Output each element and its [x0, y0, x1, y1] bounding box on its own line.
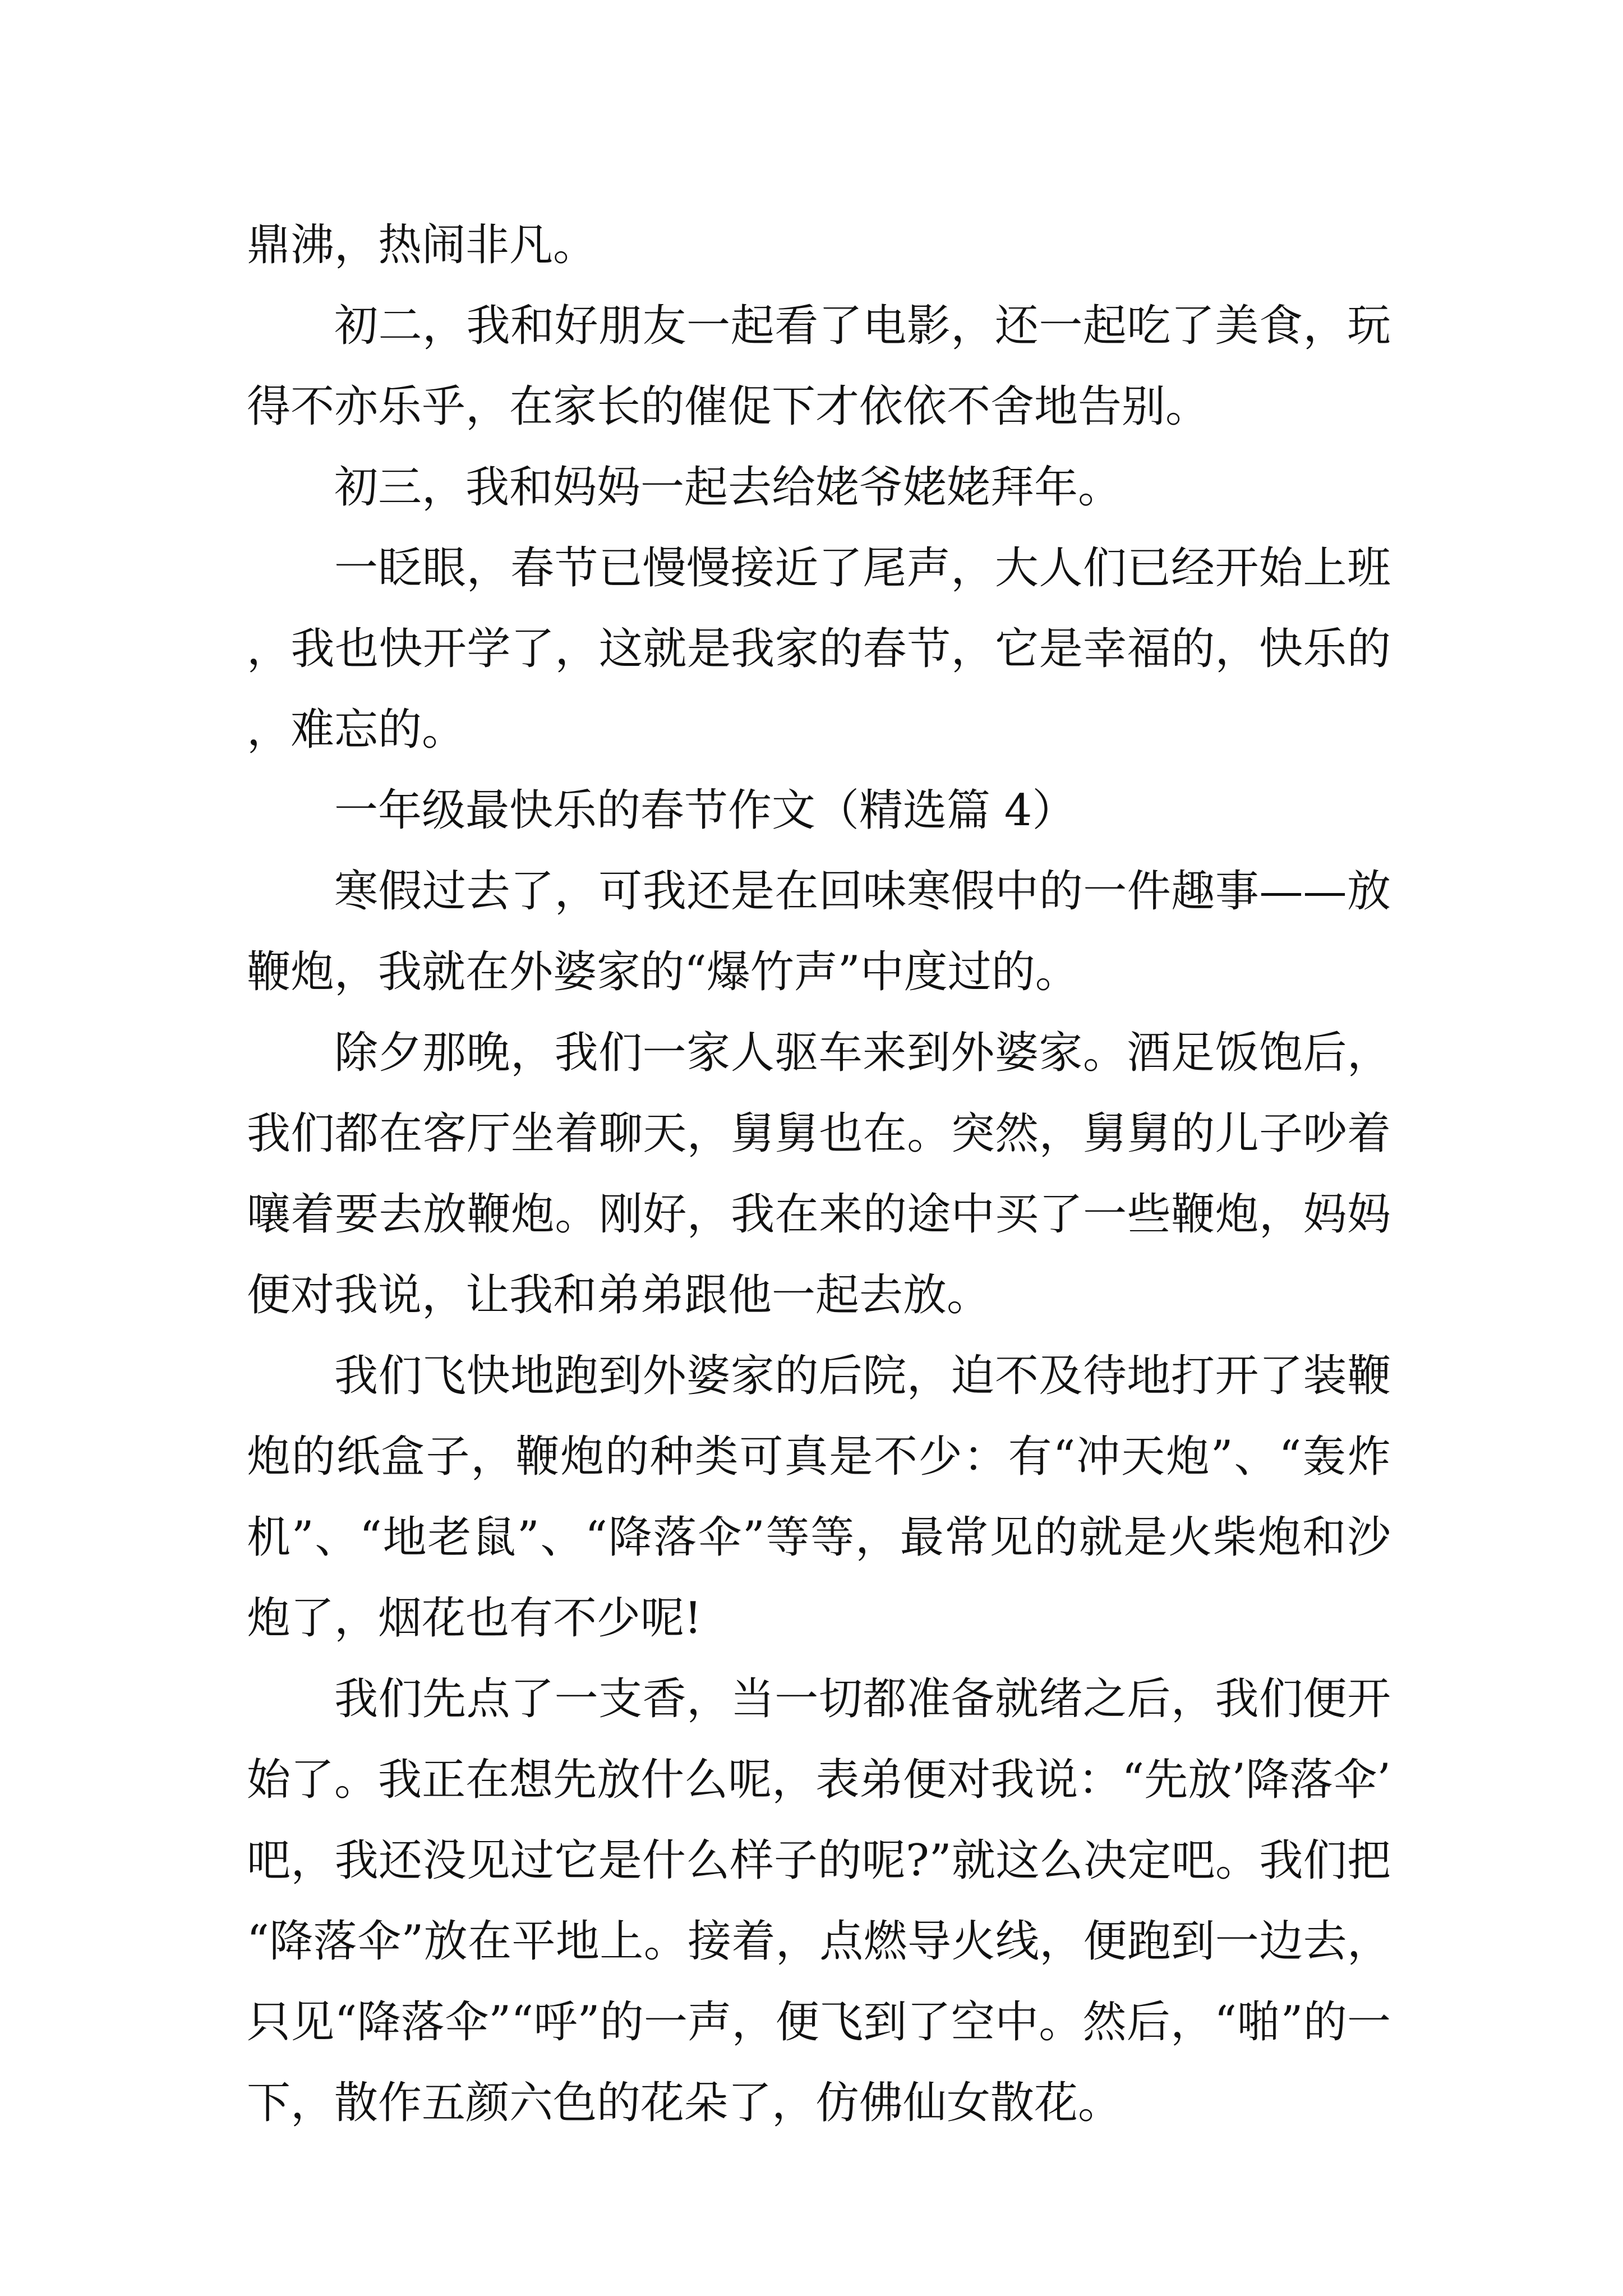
document-body: [247, 205, 1391, 2143]
paragraph-intro: 寒假过去了，可我还是在回味寒假中的一件趣事——放鞭炮，我就在外婆家的“爆竹声”中度过的。: [247, 866, 1391, 997]
paragraph-fireworks: 我们先点了一支香，当一切都准备就绪之后，我们便开始了。我正在想先放什么呢，表弟便对我说：“先放’降落伞’吧，我还没见过它是什么样子的呢?”就这么决定吧。我们把“降落伞”放在平地上。接着，点燃导火线，便跑到一边去，只见“降落伞”“呼”的一声，便飞到了空中。然后，“啪”的一下，散作五颜六色的花朵了，仿佛仙女散花。: [247, 1674, 1391, 2128]
paragraph-chusan: 初三，我和妈妈一起去给姥爷姥姥拜年。: [334, 462, 1122, 513]
paragraph-continuation: 鼎沸，热闹非凡。: [247, 220, 597, 270]
paragraph-ending: 一眨眼，春节已慢慢接近了尾声，大人们已经开始上班，我也快开学了，这就是我家的春节，它是幸福的，快乐的，难忘的。: [247, 543, 1391, 755]
paragraph-new-years-eve: 除夕那晚，我们一家人驱车来到外婆家。酒足饭饱后，我们都在客厅坐着聊天，舅舅也在。突然，舅舅的儿子吵着嚷着要去放鞭炮。刚好，我在来的途中买了一些鞭炮，妈妈便对我说，让我和弟弟跟他一起去放。: [247, 1028, 1391, 1320]
paragraph-chuer: 初二，我和好朋友一起看了电影，还一起吃了美食，玩得不亦乐乎，在家长的催促下才依依不舍地告别。: [247, 301, 1391, 432]
essay-heading: 一年级最快乐的春节作文（精选篇 4）: [334, 785, 1076, 836]
paragraph-backyard: 我们飞快地跑到外婆家的后院，迫不及待地打开了装鞭炮的纸盒子，鞭炮的种类可真是不少：有“冲天炮”、“轰炸机”、“地老鼠”、“降落伞”等等，最常见的就是火柴炮和沙炮了，烟花也有不少呢!: [247, 1351, 1391, 1644]
